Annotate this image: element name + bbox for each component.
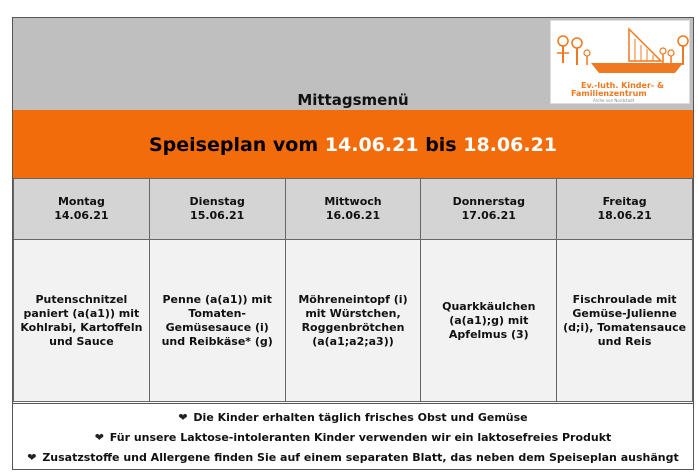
- heart-icon: ❤: [178, 411, 188, 424]
- family-logo-icon: [551, 21, 691, 81]
- day-header-friday: [557, 179, 693, 240]
- day-date: 18.06.21: [597, 209, 652, 222]
- plan-title-prefix: Speiseplan vom: [148, 134, 319, 156]
- dish-friday: Fischroulade mit Gemüse-Julienne (d;i), Tomatensauce und Reis: [557, 240, 693, 402]
- plan-title: [13, 134, 693, 156]
- day-header-tuesday: [149, 179, 285, 240]
- dish-wednesday: Möhreneintopf (i) mit Würstchen, Roggenbrötchen (a(a1;a2;a3)): [285, 240, 421, 402]
- logo-text-line1: Ev.-luth. Kinder- &: [581, 81, 664, 90]
- note-text: Die Kinder erhalten täglich frisches Obst und Gemüse: [193, 411, 528, 424]
- logo-subtext: Arche von Nordstadt: [593, 98, 635, 103]
- day-name: Mittwoch: [324, 195, 382, 208]
- day-header-thursday: [421, 179, 557, 240]
- heart-icon: ❤: [27, 451, 37, 464]
- plan-title-middle: bis: [425, 134, 457, 156]
- dish-tuesday: Penne (a(a1)) mit Tomaten-Gemüsesauce (i) und Reibkäse* (g): [149, 240, 285, 402]
- day-header-wednesday: [285, 179, 421, 240]
- note-allergens: [13, 451, 693, 464]
- note-lactose: [13, 431, 693, 444]
- note-fruit: [13, 411, 693, 424]
- note-text: Für unsere Laktose-intoleranten Kinder verwenden wir ein laktosefreies Produkt: [109, 431, 612, 444]
- plan-end-date: 18.06.21: [463, 134, 558, 156]
- day-date: 15.06.21: [190, 209, 245, 222]
- plan-title-band: [13, 110, 693, 178]
- menu-sheet: [12, 17, 694, 470]
- day-name: Dienstag: [189, 195, 245, 208]
- heart-icon: ❤: [94, 431, 104, 444]
- day-name: Donnerstag: [452, 195, 525, 208]
- day-header-monday: [14, 179, 150, 240]
- notes-section: [13, 403, 693, 470]
- day-name: Montag: [57, 195, 105, 208]
- day-date: 17.06.21: [461, 209, 516, 222]
- dish-row: [14, 240, 693, 402]
- menu-title: Mittagsmenü: [297, 91, 409, 109]
- logo-text-line2: Familienzentrum: [571, 89, 647, 98]
- day-name: Freitag: [602, 195, 647, 208]
- day-date: 16.06.21: [325, 209, 381, 222]
- dish-monday: Putenschnitzel paniert (a(a1)) mit Kohlrabi, Kartoffeln und Sauce: [14, 240, 150, 402]
- day-header-row: [14, 179, 693, 240]
- header-band: [13, 18, 693, 110]
- day-date: 14.06.21: [54, 209, 109, 222]
- weekly-menu-table: [13, 178, 693, 402]
- note-text: Zusatzstoffe und Allergene finden Sie auf einem separaten Blatt, das neben dem Speiseplan aushängt: [42, 451, 679, 464]
- plan-start-date: 14.06.21: [324, 134, 419, 156]
- dish-thursday: Quarkkäulchen (a(a1);g) mit Apfelmus (3): [421, 240, 557, 402]
